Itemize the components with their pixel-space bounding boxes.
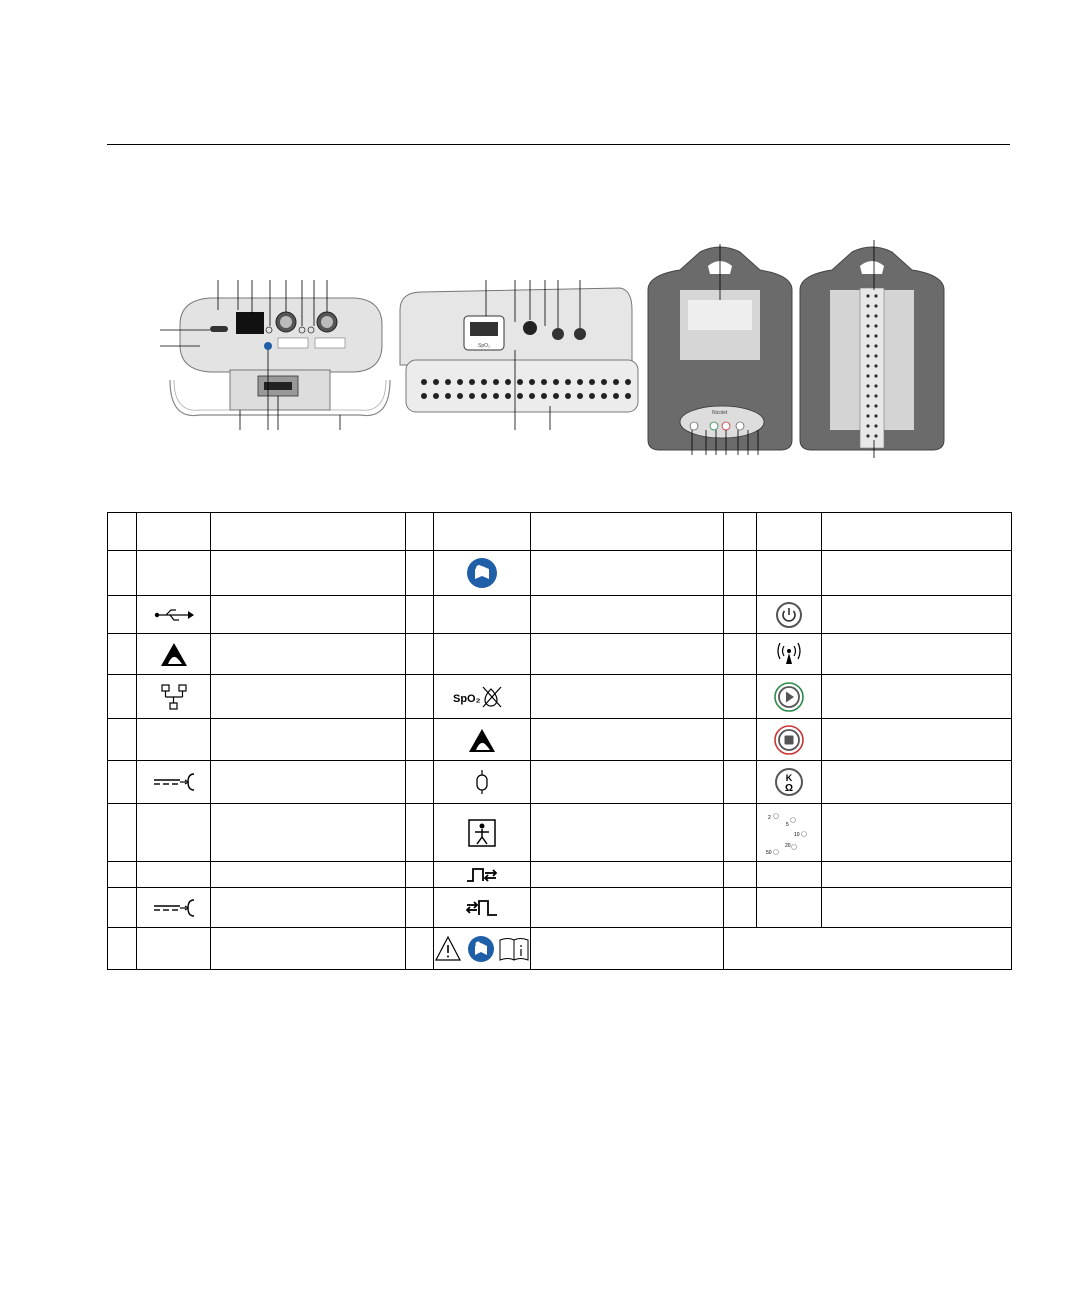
esd-warning-icon: [159, 640, 189, 668]
trigger-out-icon: [466, 898, 498, 918]
symbol-legend-table: [107, 512, 1012, 970]
table-row: [108, 551, 1012, 596]
timer-value: 20: [785, 842, 791, 849]
impedance-omega-label: Ω: [784, 783, 794, 794]
dc-input-icon: [152, 772, 196, 792]
device-back-view: [800, 240, 944, 458]
type-bf-icon: [467, 818, 497, 848]
timer-value: 50: [766, 849, 772, 856]
table-row: [108, 888, 1012, 928]
esd-warning-icon: [467, 726, 497, 754]
spo2-not-defib-icon: [453, 685, 511, 709]
impedance-k-label: K: [785, 773, 793, 783]
table-row: [108, 513, 1012, 551]
wireless-icon: [775, 641, 803, 667]
table-row: [108, 928, 1012, 970]
timer-scale-icon: [764, 810, 814, 856]
device-figure: [160, 230, 960, 460]
table-row: [108, 862, 1012, 888]
read-manual-icon: [466, 557, 498, 589]
device-illustrations: [160, 230, 960, 460]
power-button-icon: [775, 601, 803, 629]
table-row: [108, 761, 1012, 804]
table-row: [108, 719, 1012, 761]
timer-value: 10: [794, 831, 800, 838]
timer-value: 5: [786, 821, 789, 828]
warning-manual-info-icon: [434, 934, 532, 964]
device-side-view: [400, 280, 638, 430]
spo2-port-label: SpO₂: [478, 343, 490, 349]
play-button-icon: [773, 681, 805, 713]
spo2-label: SpO₂: [453, 692, 481, 705]
usb-icon: [154, 608, 194, 622]
network-icon: [160, 683, 188, 711]
device-front-view: [648, 244, 792, 455]
electrode-icon: [474, 769, 490, 795]
brand-label: Nicolet: [712, 410, 728, 416]
stop-button-icon: [773, 724, 805, 756]
header-rule: [107, 144, 1010, 145]
impedance-button-icon: [773, 766, 805, 798]
timer-value: 2: [768, 814, 771, 821]
dc-input-icon: [152, 898, 196, 918]
table-row: [108, 596, 1012, 634]
device-top-view: [160, 280, 390, 430]
table-row: [108, 675, 1012, 719]
table-row: [108, 634, 1012, 675]
table-row: [108, 804, 1012, 862]
trigger-in-icon: [466, 866, 498, 884]
